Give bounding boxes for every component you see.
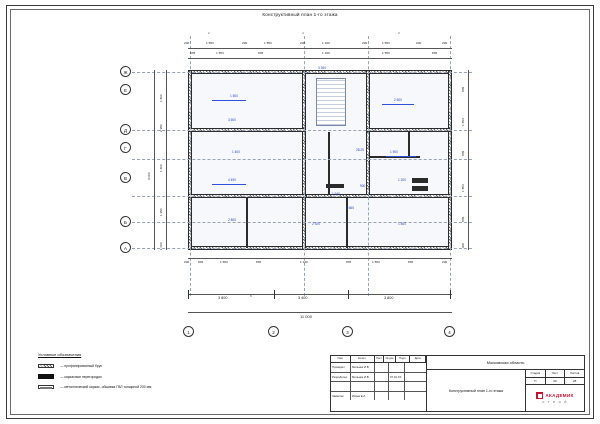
axis-bubble-horizontal[interactable]: 3	[342, 326, 353, 337]
name-cell: Мельник И.В.	[351, 363, 375, 372]
role-cell: Заказчик	[331, 392, 351, 401]
dimension-label: 1 553	[461, 118, 465, 126]
axis-line	[132, 248, 472, 249]
axis-line	[132, 222, 472, 223]
legend-item	[38, 385, 218, 389]
role-cell: Проверил	[331, 363, 351, 372]
dimension-tick	[274, 290, 275, 299]
room-annotation: 1 400	[232, 150, 240, 154]
dimension-label: 1 553	[206, 41, 214, 45]
sheet-stage-header: Стадия	[526, 370, 546, 377]
partition-wall	[408, 132, 410, 158]
dimension-label: 2 950	[159, 124, 163, 132]
dimension-line	[166, 70, 167, 250]
dimension-label: 835	[461, 216, 465, 222]
name-cell	[351, 382, 375, 391]
drawing-title: Конструктивный план 1-го этажа	[427, 370, 526, 411]
dimension-label: 3 800	[384, 296, 394, 300]
dimension-line	[188, 258, 452, 259]
title-block-main	[427, 356, 584, 411]
title-block-header-row	[331, 356, 426, 363]
dimension-label: 9 000	[147, 172, 151, 180]
column-header: Подп.	[396, 356, 410, 362]
dimension-tick	[348, 290, 349, 299]
legend-item	[38, 374, 218, 378]
name-cell: Мельник И.В.	[351, 373, 375, 382]
steel-frame-swatch-icon	[38, 385, 54, 389]
project-region: Московская область	[427, 356, 584, 370]
room-annotation: 3 350	[318, 66, 326, 70]
dimension-label: 1 553	[382, 41, 390, 45]
room-annotation: 2 800	[228, 218, 236, 222]
dimension-line	[468, 70, 469, 250]
room-annotation: 1 640	[332, 192, 340, 196]
axis-bubble-horizontal[interactable]: 2	[268, 326, 279, 337]
dimension-label: 1 553	[264, 41, 272, 45]
dimension-label: 200	[184, 260, 190, 264]
legend-item-label: — профилированный брус	[60, 364, 103, 369]
dimension-label: 1 190	[322, 41, 330, 45]
axis-line	[132, 196, 472, 197]
axis-bubble-horizontal[interactable]: 1	[183, 326, 194, 337]
axis-line	[132, 72, 472, 73]
dimension-line	[188, 312, 452, 313]
column-header: Изм.	[331, 356, 351, 362]
dimension-label: 835	[346, 260, 352, 264]
dimension-label: 1 130	[300, 260, 308, 264]
dimension-label: 1 553	[372, 260, 380, 264]
legend-item-label: — металлический каркас, обшивка ГВЛ толщиной 200 мм	[60, 384, 152, 389]
date-cell	[389, 392, 405, 401]
dimension-line	[188, 48, 452, 49]
dimension-label: 835	[256, 260, 262, 264]
name-cell: Исаев Е.Л.	[351, 392, 375, 401]
dimension-label: 835	[408, 260, 414, 264]
column-header: Дата	[410, 356, 426, 362]
dimension-label: 835	[461, 150, 465, 156]
role-cell: Разработал	[331, 373, 351, 382]
role-cell	[331, 382, 351, 391]
room-annotation: 2 920	[312, 222, 320, 226]
date-cell: 07.01.XX	[389, 373, 405, 382]
sign-cell	[375, 373, 389, 382]
detail-callout: 6	[250, 294, 252, 298]
column-header: № док.	[384, 356, 396, 362]
detail-callout: 4	[302, 31, 304, 35]
sheet-number-header: Лист	[546, 370, 566, 377]
sign-cell	[375, 382, 389, 391]
title-block-bottom	[427, 370, 584, 411]
legend	[38, 352, 218, 395]
dimension-label: 1 553	[220, 260, 228, 264]
dimension-label: 835	[198, 260, 204, 264]
company-logo	[526, 384, 584, 411]
dimension-label: 200	[416, 41, 422, 45]
annotation-leader	[212, 100, 246, 101]
room-annotation: 2 600	[394, 98, 402, 102]
dimension-line	[188, 58, 452, 59]
dimension-line	[154, 70, 155, 250]
room-fill	[370, 74, 448, 128]
dimension-label: 1 500	[159, 94, 163, 102]
dimension-label: 200	[362, 41, 368, 45]
room-fill	[192, 74, 302, 128]
axis-line	[368, 36, 369, 296]
room-annotation: 1 800	[398, 222, 406, 226]
dimension-label: 835	[432, 51, 438, 55]
axis-bubble-vertical[interactable]: В	[120, 172, 131, 183]
dimension-label: 1 950	[159, 208, 163, 216]
room-annotation: 3 500	[228, 118, 236, 122]
column-header: Колич.	[351, 356, 375, 362]
axis-line	[304, 36, 305, 296]
dimension-label: 200	[442, 260, 448, 264]
dimension-label: 3 800	[218, 296, 228, 300]
sheet-info-headers	[526, 370, 584, 378]
legend-item-label: — каркасные перегородки	[60, 374, 102, 379]
dimension-label: 900	[461, 242, 465, 248]
axis-bubble-vertical[interactable]: Е	[120, 84, 131, 95]
room-annotation: 1 665	[346, 206, 354, 210]
dimension-label: 1 600	[159, 164, 163, 172]
frame-partition-swatch-icon	[38, 374, 54, 378]
axis-line	[132, 159, 472, 160]
dimension-label: 1 000	[159, 242, 163, 250]
room-fill	[192, 132, 302, 194]
dimension-label: 200	[300, 41, 306, 45]
date-cell	[389, 382, 405, 391]
logo-mark	[536, 392, 573, 399]
axis-bubble-horizontal[interactable]: 4	[444, 326, 455, 337]
room-annotation: 28.20	[356, 148, 364, 152]
dimension-label: 200	[442, 41, 448, 45]
legend-title: Условные обозначения	[38, 352, 82, 357]
axis-bubble-vertical[interactable]: Б	[120, 216, 131, 227]
floor-plan-drawing	[123, 26, 490, 335]
axis-line	[190, 36, 191, 296]
legend-item	[38, 364, 218, 368]
steel-frame-element	[326, 184, 344, 188]
detail-callout: 2	[208, 31, 210, 35]
timber-beam-swatch-icon	[38, 364, 54, 368]
brand-name: АКАДЕМИК	[545, 393, 574, 399]
annotation-leader	[386, 156, 416, 157]
title-block-row	[331, 373, 426, 383]
dimension-label: 835	[461, 86, 465, 92]
axis-line	[132, 130, 472, 131]
axis-bubble-vertical[interactable]: А	[120, 242, 131, 253]
date-cell	[389, 363, 405, 372]
sheet-info	[526, 370, 584, 411]
sign-cell	[375, 392, 389, 401]
annotation-leader	[212, 184, 246, 185]
partition-wall	[246, 198, 248, 248]
annotation-leader	[382, 104, 414, 105]
dimension-label: 835	[258, 51, 264, 55]
title-block-row	[331, 363, 426, 373]
sheet-total-value: 28	[573, 378, 577, 383]
axis-bubble-vertical[interactable]: Ж	[120, 66, 131, 77]
column-header: Лист	[375, 356, 385, 362]
brand-subtitle: С Т Р О Й	[542, 399, 568, 404]
room-annotation: 1 500	[230, 94, 238, 98]
dimension-label: 1 553	[382, 51, 390, 55]
brand-square-icon	[536, 392, 543, 399]
dimension-label: 1 190	[322, 51, 330, 55]
room-annotation: 4 490	[228, 178, 236, 182]
dimension-line	[188, 294, 452, 295]
dimension-tick	[450, 290, 451, 299]
dimension-label-overall: 11 000	[300, 314, 312, 319]
sign-cell	[375, 363, 389, 372]
detail-callout: 3	[398, 31, 400, 35]
dimension-label: 1 553	[461, 184, 465, 192]
dimension-label: 1 553	[216, 51, 224, 55]
dimension-label: 200	[242, 41, 248, 45]
sheet-total-header: Листов	[570, 371, 580, 375]
room-annotation: 1 900	[390, 150, 398, 154]
axis-line	[450, 36, 451, 296]
room-annotation: 900	[360, 184, 366, 188]
dimension-label: 3 400	[298, 296, 308, 300]
axis-bubble-vertical[interactable]: Д	[120, 124, 131, 135]
dimension-label: 835	[190, 51, 196, 55]
title-block-revisions	[331, 356, 427, 411]
title-block-row	[331, 392, 426, 401]
sheet-top-title: Конструктивный план 1-го этажа	[262, 12, 338, 17]
room-annotation: 1 200	[398, 178, 406, 182]
steel-frame-element	[412, 178, 428, 183]
sheet-number-value: 09	[546, 378, 566, 385]
axis-bubble-vertical[interactable]: Г	[120, 142, 131, 153]
title-block-row	[331, 382, 426, 392]
steel-frame-element	[412, 186, 428, 191]
dimension-tick	[188, 290, 189, 299]
sheet-stage-value: П	[526, 378, 546, 385]
staircase	[316, 78, 346, 126]
title-block	[330, 355, 585, 412]
dimension-label: 200	[184, 41, 190, 45]
